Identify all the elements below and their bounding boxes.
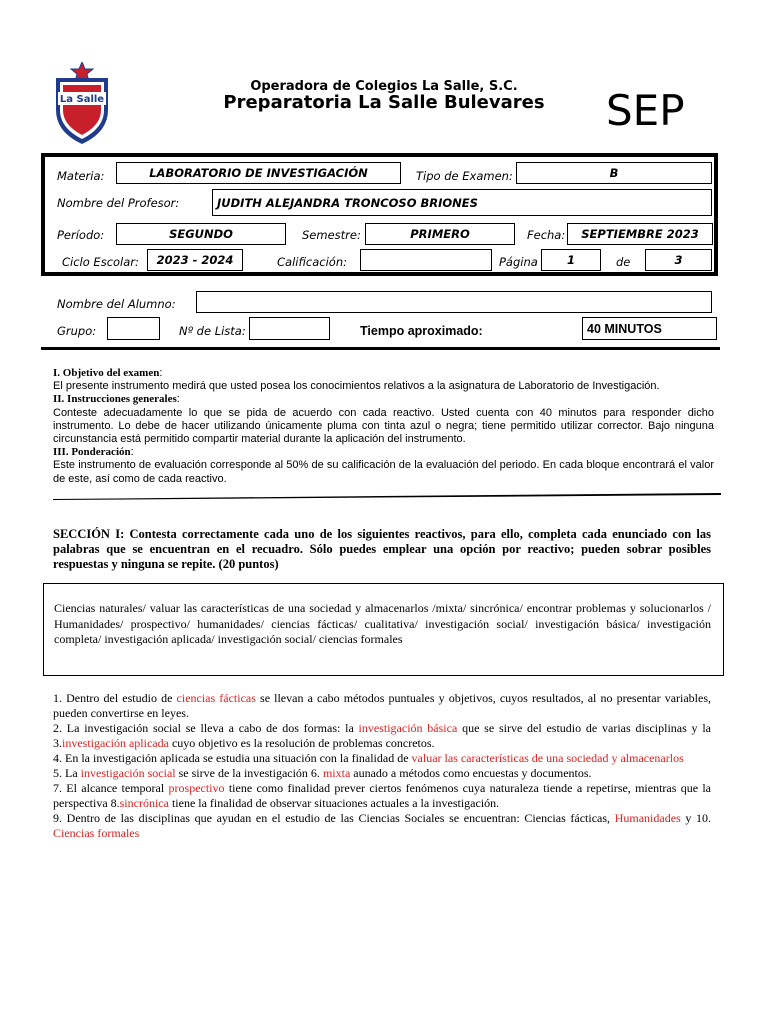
fecha-field[interactable]: SEPTIEMBRE 2023 — [567, 223, 713, 245]
school-name: Preparatoria La Salle Bulevares — [223, 92, 545, 113]
answer-6: mixta — [322, 766, 351, 780]
de-label: de — [616, 255, 631, 269]
nombre-alumno-field[interactable] — [196, 291, 712, 313]
nombre-alumno-label: Nombre del Alumno: — [57, 297, 176, 311]
periodo-field[interactable]: SEGUNDO — [116, 223, 286, 245]
objetivo-heading: I. Objetivo del examen — [53, 367, 160, 379]
instrucciones-text: Conteste adecuadamente lo que se pida de acuerdo con cada reactivo. Usted cuenta con 40 minutos para responder dicho instrumento. Lo debe de hacer utilizando únicamente pluma con tinta azul o negra; tiene permitido utilizar corrector. Bajo ninguna circunstancia está permitido compartir material durante la aplicación del instrumento. — [53, 406, 714, 446]
question-9-10: 9. Dentro de las disciplinas que ayudan en el estudio de las Ciencias Sociales se encuentran: Ciencias fácticas, Humanidades y 10. Ciencias formales — [53, 811, 712, 840]
answer-1: ciencias fácticas — [176, 691, 256, 705]
answer-3: investigación aplicada — [62, 736, 169, 750]
answer-4: valuar las características de una sociedad y almacenarlos — [411, 751, 684, 765]
tipo-examen-label: Tipo de Examen: — [416, 169, 513, 183]
materia-field[interactable]: LABORATORIO DE INVESTIGACIÓN — [116, 162, 401, 184]
profesor-label: Nombre del Profesor: — [57, 196, 180, 210]
instructions-divider — [53, 486, 723, 505]
ponderacion-heading: III. Ponderación — [53, 446, 131, 459]
tipo-examen-field[interactable]: B — [516, 162, 712, 184]
semestre-field[interactable]: PRIMERO — [365, 223, 515, 245]
fecha-label: Fecha: — [527, 228, 566, 242]
pagina-label: Página — [499, 255, 538, 269]
question-1: 1. Dentro del estudio de ciencias fácticas se llevan a cabo métodos puntuales y objetivos, cuyos resultados, al no presentar variables, pueden convertirse en leyes. — [53, 691, 711, 720]
calificacion-label: Calificación: — [277, 255, 347, 269]
ponderacion-text: Este instrumento de evaluación corresponde al 50% de su calificación de la evaluación del periodo. En cada bloque encontrará el valor de este, así como de cada reactivo. — [53, 459, 714, 485]
divider — [41, 347, 720, 350]
ciclo-escolar-field[interactable]: 2023 - 2024 — [147, 249, 243, 271]
tiempo-label: Tiempo aproximado: — [360, 324, 483, 338]
pagina-field[interactable]: 1 — [541, 249, 601, 271]
grupo-label: Grupo: — [57, 324, 97, 338]
question-2-3: 2. La investigación social se lleva a cabo de dos formas: la investigación básica que se sirve del estudio de varias disciplinas y la 3.investigación aplicada cuyo objetivo es la resolución de problemas concretos. — [53, 721, 711, 750]
organization-name: Operadora de Colegios La Salle, S.C. — [250, 79, 518, 94]
instrucciones-heading: II. Instrucciones generales — [53, 393, 177, 406]
question-4: 4. En la investigación aplicada se estudia una situación con la finalidad de valuar las características de una sociedad y almacenarlos — [53, 751, 684, 765]
numero-lista-field[interactable] — [249, 317, 330, 340]
instructions-block: I. Objetivo del examen: El presente instrumento medirá que usted posea los conocimientos relativos a la asignatura de Laboratorio de Investigación. II. Instrucciones generales: Conteste adecuadamente lo que se pida de acuerdo con cada reactivo. Usted cuenta con 40 minutos para responder dicho instrumento. Lo debe de hacer utilizando únicamente pluma con tinta azul o negra; tiene permitido utilizar corrector. Bajo ninguna circunstancia está permitido compartir material durante la aplicación del instrumento. III. Ponderación: Este instrumento de evaluación corresponde al 50% de su calificación de la evaluación del periodo. En cada bloque encontrará el valor de este, así como de cada reactivo. — [53, 367, 714, 485]
answer-10: Ciencias formales — [53, 826, 140, 840]
tiempo-field: 40 MINUTOS — [582, 317, 717, 340]
answer-8: sincrónica — [119, 796, 169, 810]
objetivo-text: El presente instrumento medirá que usted posea los conocimientos relativos a la asignatura de Laboratorio de Investigación. — [53, 380, 660, 393]
semestre-label: Semestre: — [302, 228, 361, 242]
profesor-field[interactable]: JUDITH ALEJANDRA TRONCOSO BRIONES — [212, 189, 712, 216]
questions-block — [53, 691, 711, 841]
total-paginas-field[interactable]: 3 — [645, 249, 712, 271]
ciclo-escolar-label: Ciclo Escolar: — [62, 255, 139, 269]
section-1-title: SECCIÓN I: Contesta correctamente cada uno de los siguientes reactivos, para ello, completa cada enunciado con las palabras que se encuentran en el recuadro. Sólo puedes emplear una opción por reactivo; pueden sobrar posibles respuestas y ninguna se repite. (20 puntos) — [53, 527, 711, 571]
answer-2: investigación básica — [358, 721, 458, 735]
grupo-field[interactable] — [107, 317, 160, 340]
periodo-label: Período: — [57, 228, 105, 242]
answer-5: investigación social — [80, 766, 176, 780]
answer-9: Humanidades — [614, 811, 681, 825]
numero-lista-label: Nº de Lista: — [179, 324, 246, 338]
logo-text: La Salle — [59, 94, 105, 105]
calificacion-field[interactable] — [360, 249, 492, 271]
materia-label: Materia: — [57, 169, 105, 183]
question-7-8: 7. El alcance temporal prospectivo tiene como finalidad prever ciertos fenómenos cuya naturaleza tiende a repetirse, mientras que la perspectiva 8.sincrónica tiene la finalidad de observar situaciones actuales a la investigación. — [53, 781, 712, 810]
answer-7: prospectivo — [168, 781, 225, 795]
sep-badge: SEP — [606, 86, 685, 135]
word-bank-text: Ciencias naturales/ valuar las características de una sociedad y almacenarlos /mixta/ sincrónica/ encontrar problemas y solucionarlos / Humanidades/ prospectivo/ humanidades/ ciencias fácticas/ cualitativa/ investigación social/ investigación básica/ investigación completa/ investigación aplicada/ investigación social/ ciencias formales — [54, 601, 711, 646]
question-5-6: 5. La investigación social se sirve de la investigación 6. mixta aunado a métodos como encuestas y documentos. — [53, 766, 592, 780]
word-bank — [43, 583, 724, 676]
